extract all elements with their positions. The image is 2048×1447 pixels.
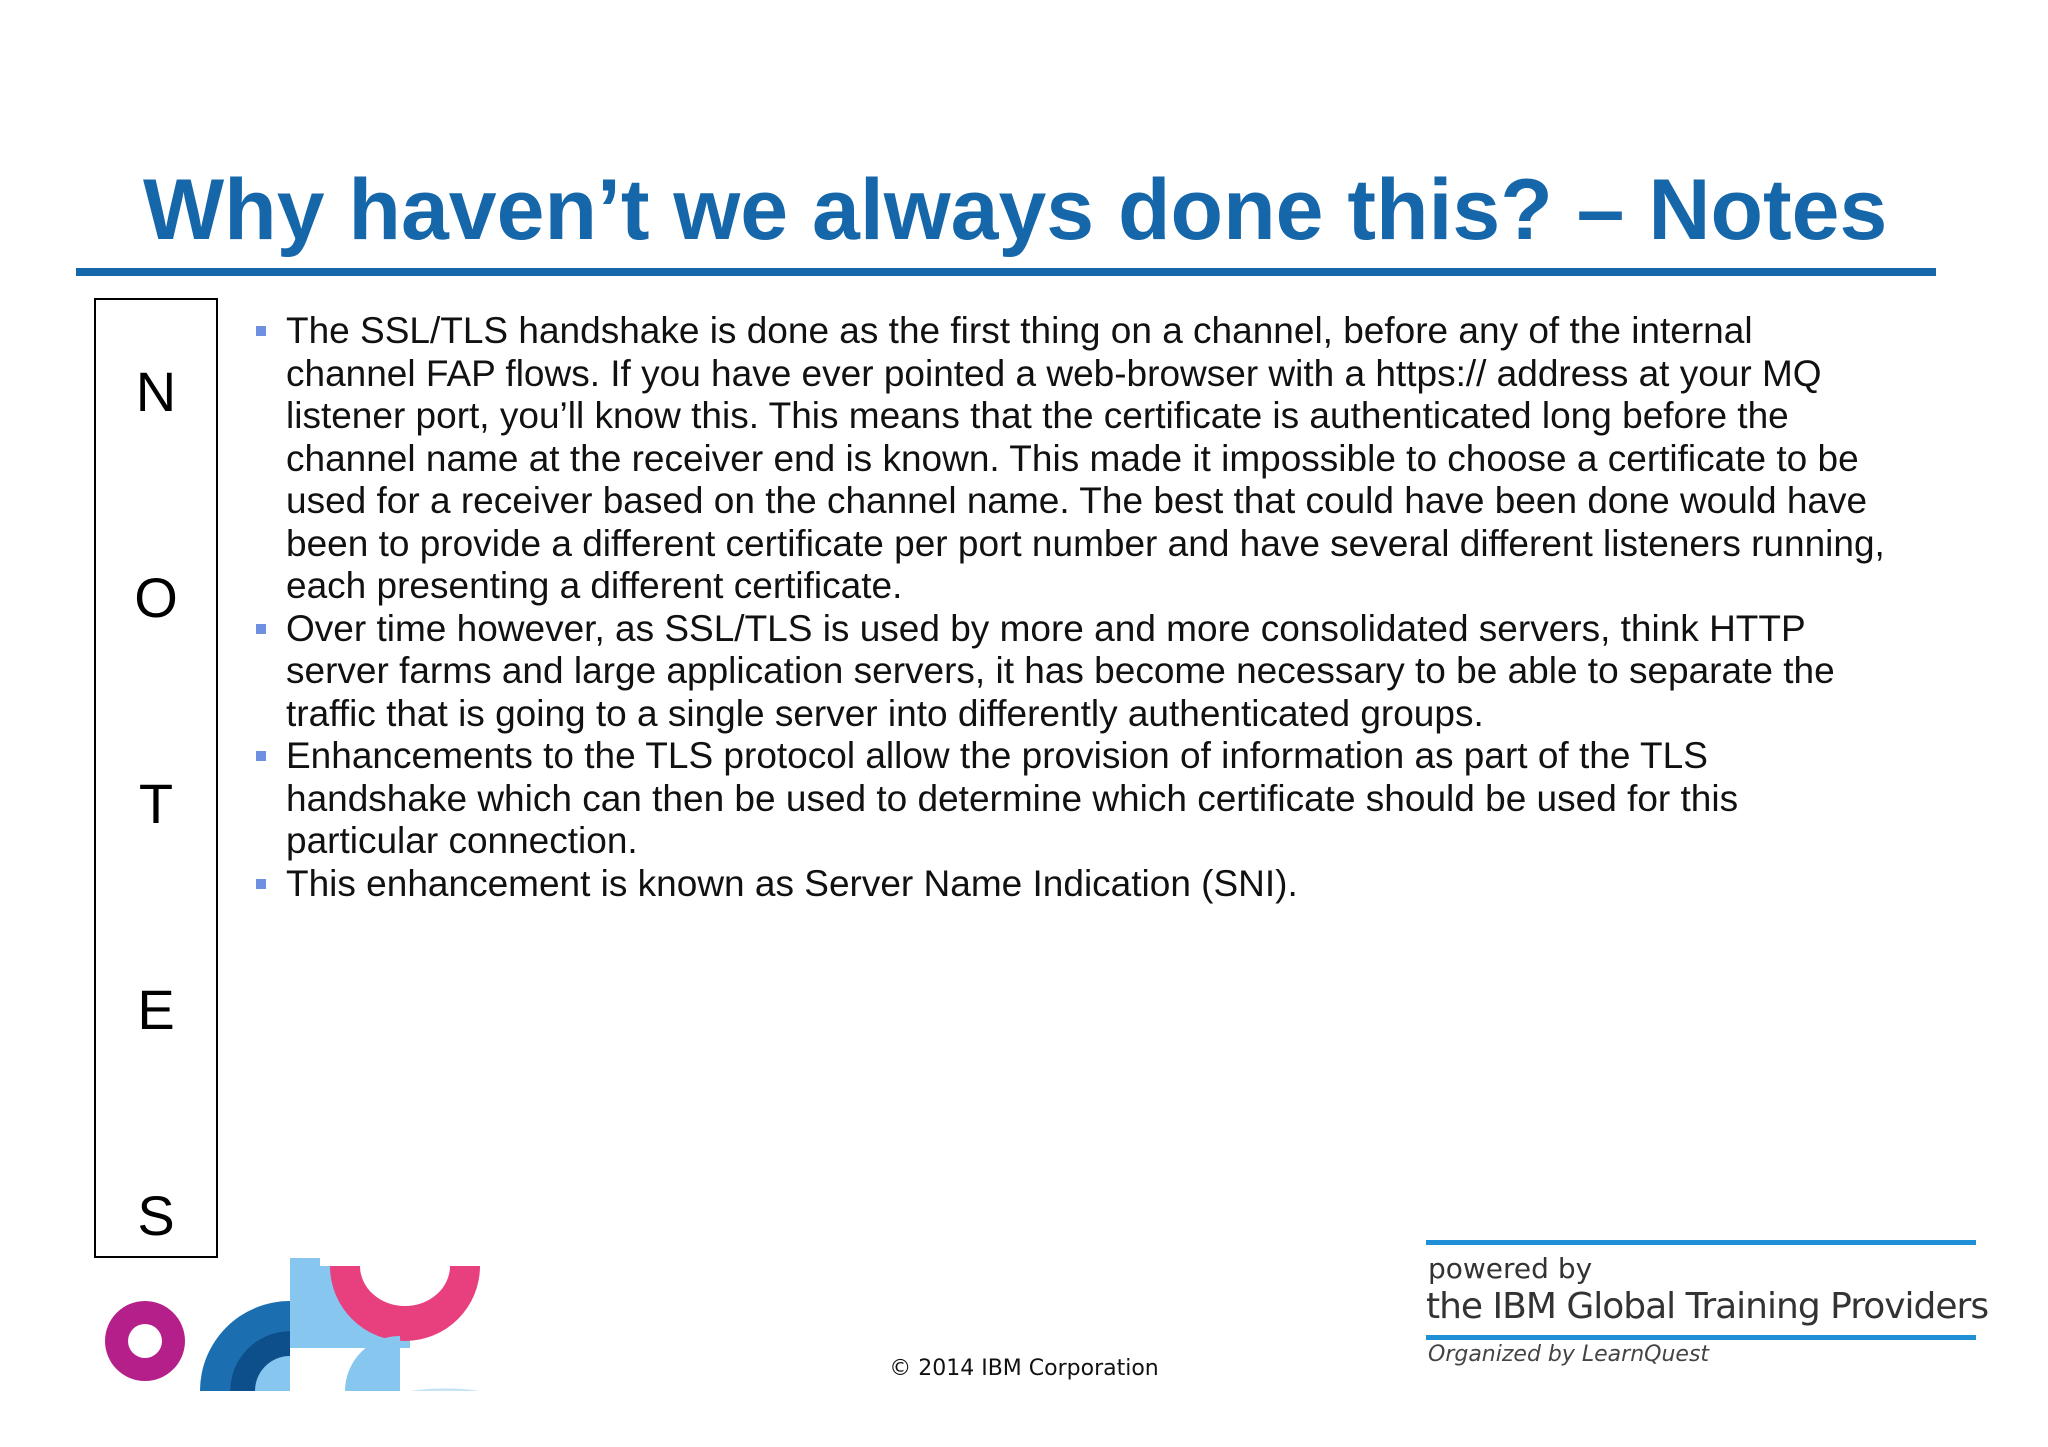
bullet-text: Over time however, as SSL/TLS is used by more and more consolidated servers, think HTTP server farms and large application servers, it has become necessary to be able to separate the traffic that is going to a single server into differently authenticated groups. xyxy=(286,607,1835,734)
bullet-text: This enhancement is known as Server Name Indication (SNI). xyxy=(286,862,1298,904)
square-bullet-icon xyxy=(256,879,266,889)
notes-bullet-list xyxy=(252,310,1892,905)
organized-by-text: Organized by LearnQuest xyxy=(1428,1342,1710,1367)
bullet-item xyxy=(252,310,1892,608)
notes-letter-o: O xyxy=(134,566,178,629)
notes-letter-t: T xyxy=(138,772,174,835)
square-bullet-icon xyxy=(256,326,266,336)
notes-letter-n: N xyxy=(135,360,177,423)
copyright-text: © 2014 IBM Corporation xyxy=(889,1356,1159,1381)
title-underline xyxy=(76,268,1936,276)
bullet-text: Enhancements to the TLS protocol allow the provision of information as part of the TLS handshake which can then be used to determine which certificate should be used for this particular connection. xyxy=(286,735,1739,861)
notes-letter-e: E xyxy=(137,978,175,1041)
notes-vertical-label xyxy=(94,298,218,1258)
slide-title: Why haven’t we always done this? – Notes xyxy=(143,162,1888,258)
training-providers-logo xyxy=(1426,1240,1989,1380)
provider-name: the IBM Global Training Providers xyxy=(1426,1286,1989,1327)
square-bullet-icon xyxy=(256,751,266,761)
bullet-text: The SSL/TLS handshake is done as the first thing on a channel, before any of the internal channel FAP flows. If you have ever pointed a web-browser with a https:// address at your MQ listener port, you’ll know this. This means that the certificate is authenticated long before the channel name at the receiver end is known. This made it impossible to choose a certificate to be used for a receiver based on the channel name. The best that could have been done would have been to provide a different certificate per port number and have several different listeners running, each presenting a different certificate. xyxy=(286,310,1885,606)
square-bullet-icon xyxy=(256,624,266,634)
bullet-item xyxy=(252,735,1892,863)
logo-top-rule xyxy=(1426,1240,1976,1245)
logo-bottom-rule xyxy=(1426,1335,1976,1340)
bullet-item xyxy=(252,608,1892,736)
bullet-item xyxy=(252,863,1892,906)
powered-by-text: powered by xyxy=(1428,1252,1593,1285)
notes-letter-s: S xyxy=(137,1184,175,1247)
